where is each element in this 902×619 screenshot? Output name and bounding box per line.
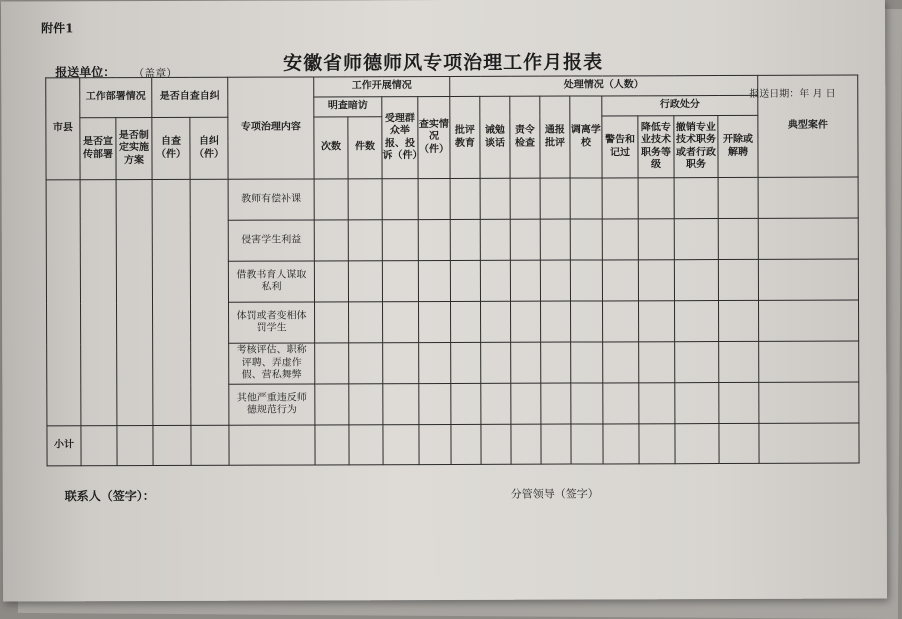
attachment-label: 附件1 — [41, 21, 74, 36]
header-reports: 受理群众举报、投诉（件） — [382, 97, 418, 179]
table-row — [46, 177, 858, 221]
header-self-check: 自查（件） — [152, 117, 190, 179]
row-content: 教师有偿补课 — [228, 179, 314, 220]
seal-label: （盖章） — [133, 66, 178, 81]
header-typical-cases: 典型案件 — [758, 75, 858, 177]
row-content: 侵害学生利益 — [228, 220, 314, 261]
header-demerit: 警告和记过 — [602, 116, 638, 178]
subtotal-row — [47, 423, 859, 466]
row-content: 其他严重违反师德规范行为 — [229, 384, 315, 425]
row-content: 借教书育人谋取私利 — [228, 261, 314, 302]
header-warning-talk: 诫勉谈话 — [480, 96, 510, 178]
header-deploy: 工作部署情况 — [80, 78, 152, 118]
row-content: 考核评估、职称评聘、弄虚作假、营私舞弊 — [229, 343, 315, 384]
report-date-label: 报送日期：年 月 日 — [749, 88, 836, 100]
header-handling: 处理情况（人数） — [450, 75, 758, 96]
monthly-report-table — [45, 75, 859, 467]
page-title: 安徽省师德师风专项治理工作月报表 — [283, 51, 604, 75]
row-content: 体罚或者变相体罚学生 — [229, 302, 315, 343]
city-cell — [46, 180, 81, 426]
header-work: 工作开展情况 — [314, 76, 450, 96]
header-times: 次数 — [314, 117, 348, 179]
header-admin-penalty: 行政处分 — [602, 95, 758, 116]
contact-signature-label: 联系人（签字）： — [64, 489, 155, 504]
header-investigation: 明查暗访 — [314, 97, 382, 117]
header-revoke: 撤销专业技术职务或者行政职务 — [674, 116, 718, 178]
header-deploy-publicity: 是否宣传部署 — [80, 118, 116, 180]
header-notice: 通报批评 — [540, 96, 570, 178]
header-content: 专项治理内容 — [228, 77, 314, 179]
header-criticism: 批评教育 — [450, 96, 480, 178]
header-self-review: 责令检查 — [510, 96, 540, 178]
header-selfcheck: 是否自查自纠 — [152, 77, 228, 117]
header-verified: 查实情况（件） — [418, 96, 450, 178]
subtotal-label: 小计 — [47, 426, 81, 466]
header-transfer: 调离学校 — [570, 96, 602, 178]
header-self-correct: 自纠（件） — [190, 117, 228, 179]
header-demote: 降低专业技术职务等级 — [638, 116, 674, 178]
reporting-unit-label: 报送单位： — [55, 65, 116, 80]
header-cases: 件数 — [348, 117, 382, 179]
header-dismiss: 开除或解聘 — [718, 115, 758, 177]
report-form-sheet — [1, 0, 887, 602]
leader-signature-label: 分管领导（签字） — [510, 487, 599, 501]
header-city: 市县 — [46, 78, 80, 180]
header-deploy-plan: 是否制定实施方案 — [116, 118, 152, 180]
